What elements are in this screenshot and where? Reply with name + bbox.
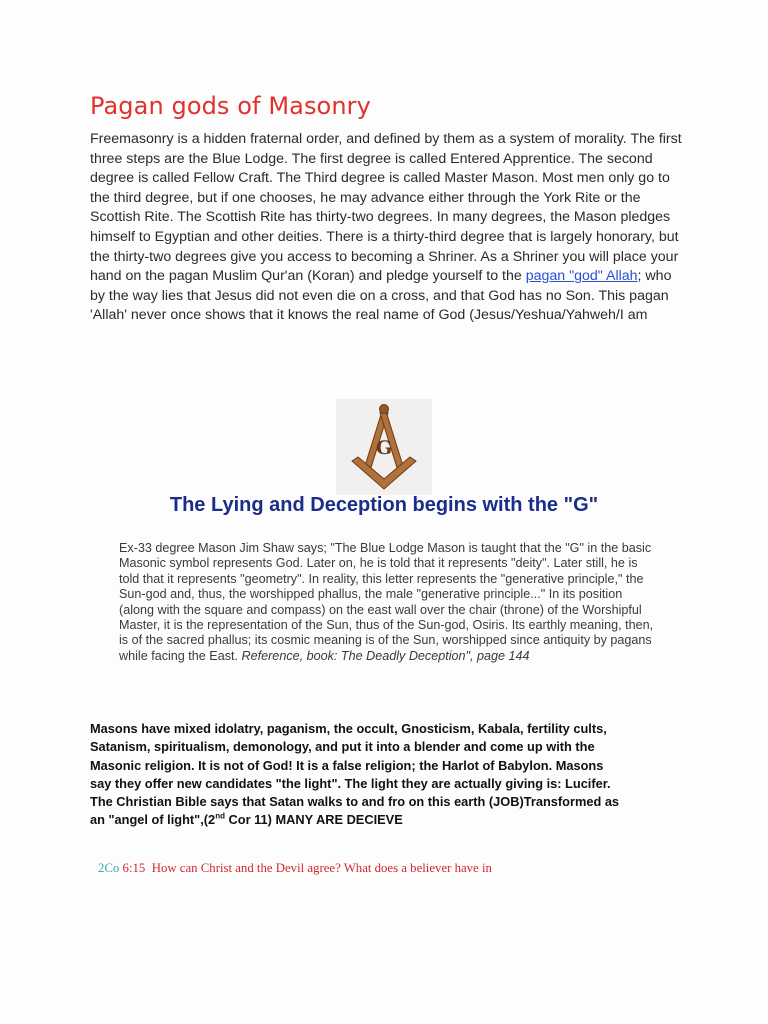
intro-paragraph <box>90 130 690 326</box>
square-and-compass-icon <box>336 399 432 495</box>
ordinal-superscript: nd <box>215 812 225 822</box>
bold-paragraph-text: Masons have mixed idolatry, paganism, the occult, Gnosticism, Kabala, fertility cults, Satanism, spiritualism, demonology, and put it into a blender and come up with the Masonic religion. It is not of God! It is a false religion; the Harlot of Babylon. Masons say they offer new candidates "the light". The light they are actually giving is: Lucifer. The Christian Bible says that Satan walks to and fro on this earth (JOB)Transformed as an "angel of light",(2 <box>90 721 620 828</box>
bible-verse <box>98 861 492 876</box>
bold-paragraph-end: Cor 11) MANY ARE DECIEVE <box>224 812 403 828</box>
verse-text: How can Christ and the Devil agree? What does a believer have in <box>151 861 492 875</box>
masonic-religion-paragraph <box>90 720 620 830</box>
square-and-compass-emblem <box>336 399 432 495</box>
emblem-letter: G <box>375 437 393 459</box>
quote-reference: Reference, book: The Deadly Deception", page 144 <box>241 648 530 663</box>
intro-text-end: ; who by the way lies that Jesus did not even die on a cross, and that God has no Son. This pagan 'Allah' never once shows that it knows the real name of God (Jesus/Yeshua/Yahweh/I am <box>90 268 672 324</box>
verse-book: 2Co <box>98 861 120 875</box>
section-heading: The Lying and Deception begins with the "G" <box>169 494 599 516</box>
verse-number: 6:15 <box>122 861 146 875</box>
quote-text: Ex-33 degree Mason Jim Shaw says; "The Blue Lodge Mason is taught that the "G" in the basic Masonic symbol represents God. Later on, he is told that it represents "deity". Later still, he is told that it represents "geometry". In reality, this letter represents the "generative principle," the Sun-god and, thus, the worshipped phallus, the male "generative principle..." In its position (along with the square and compass) on the east wall over the chair (throne) of the Worshipful Master, it is the representation of the Sun, thus of the Sun-god, Osiris. Its earthly meaning, then, is of the sacred phallus; its cosmic meaning is of the Sun, worshipped since antiquity by pagans while facing the East. <box>119 541 654 663</box>
shaw-quote <box>119 541 654 664</box>
page-title: Pagan gods of Masonry <box>90 92 371 120</box>
allah-link[interactable]: pagan "god" Allah <box>525 268 638 285</box>
intro-text-start: Freemasonry is a hidden fraternal order, and defined by them as a system of morality. The first three steps are the Blue Lodge. The first degree is called Entered Apprentice. The second degree is called Fellow Craft. The Third degree is called Master Mason. Most men only go to the third degree, but if one chooses, he may advance either through the York Rite or the Scottish Rite. The Scottish Rite has thirty-two degrees. In many degrees, the Mason pledges himself to Egyptian and other deities. There is a thirty-third degree that is largely honorary, but the thirty-two degrees give you access to becoming a Shriner. As a Shriner you will place your hand on the pagan Muslim Qur'an (Koran) and pledge yourself to the <box>90 131 682 285</box>
